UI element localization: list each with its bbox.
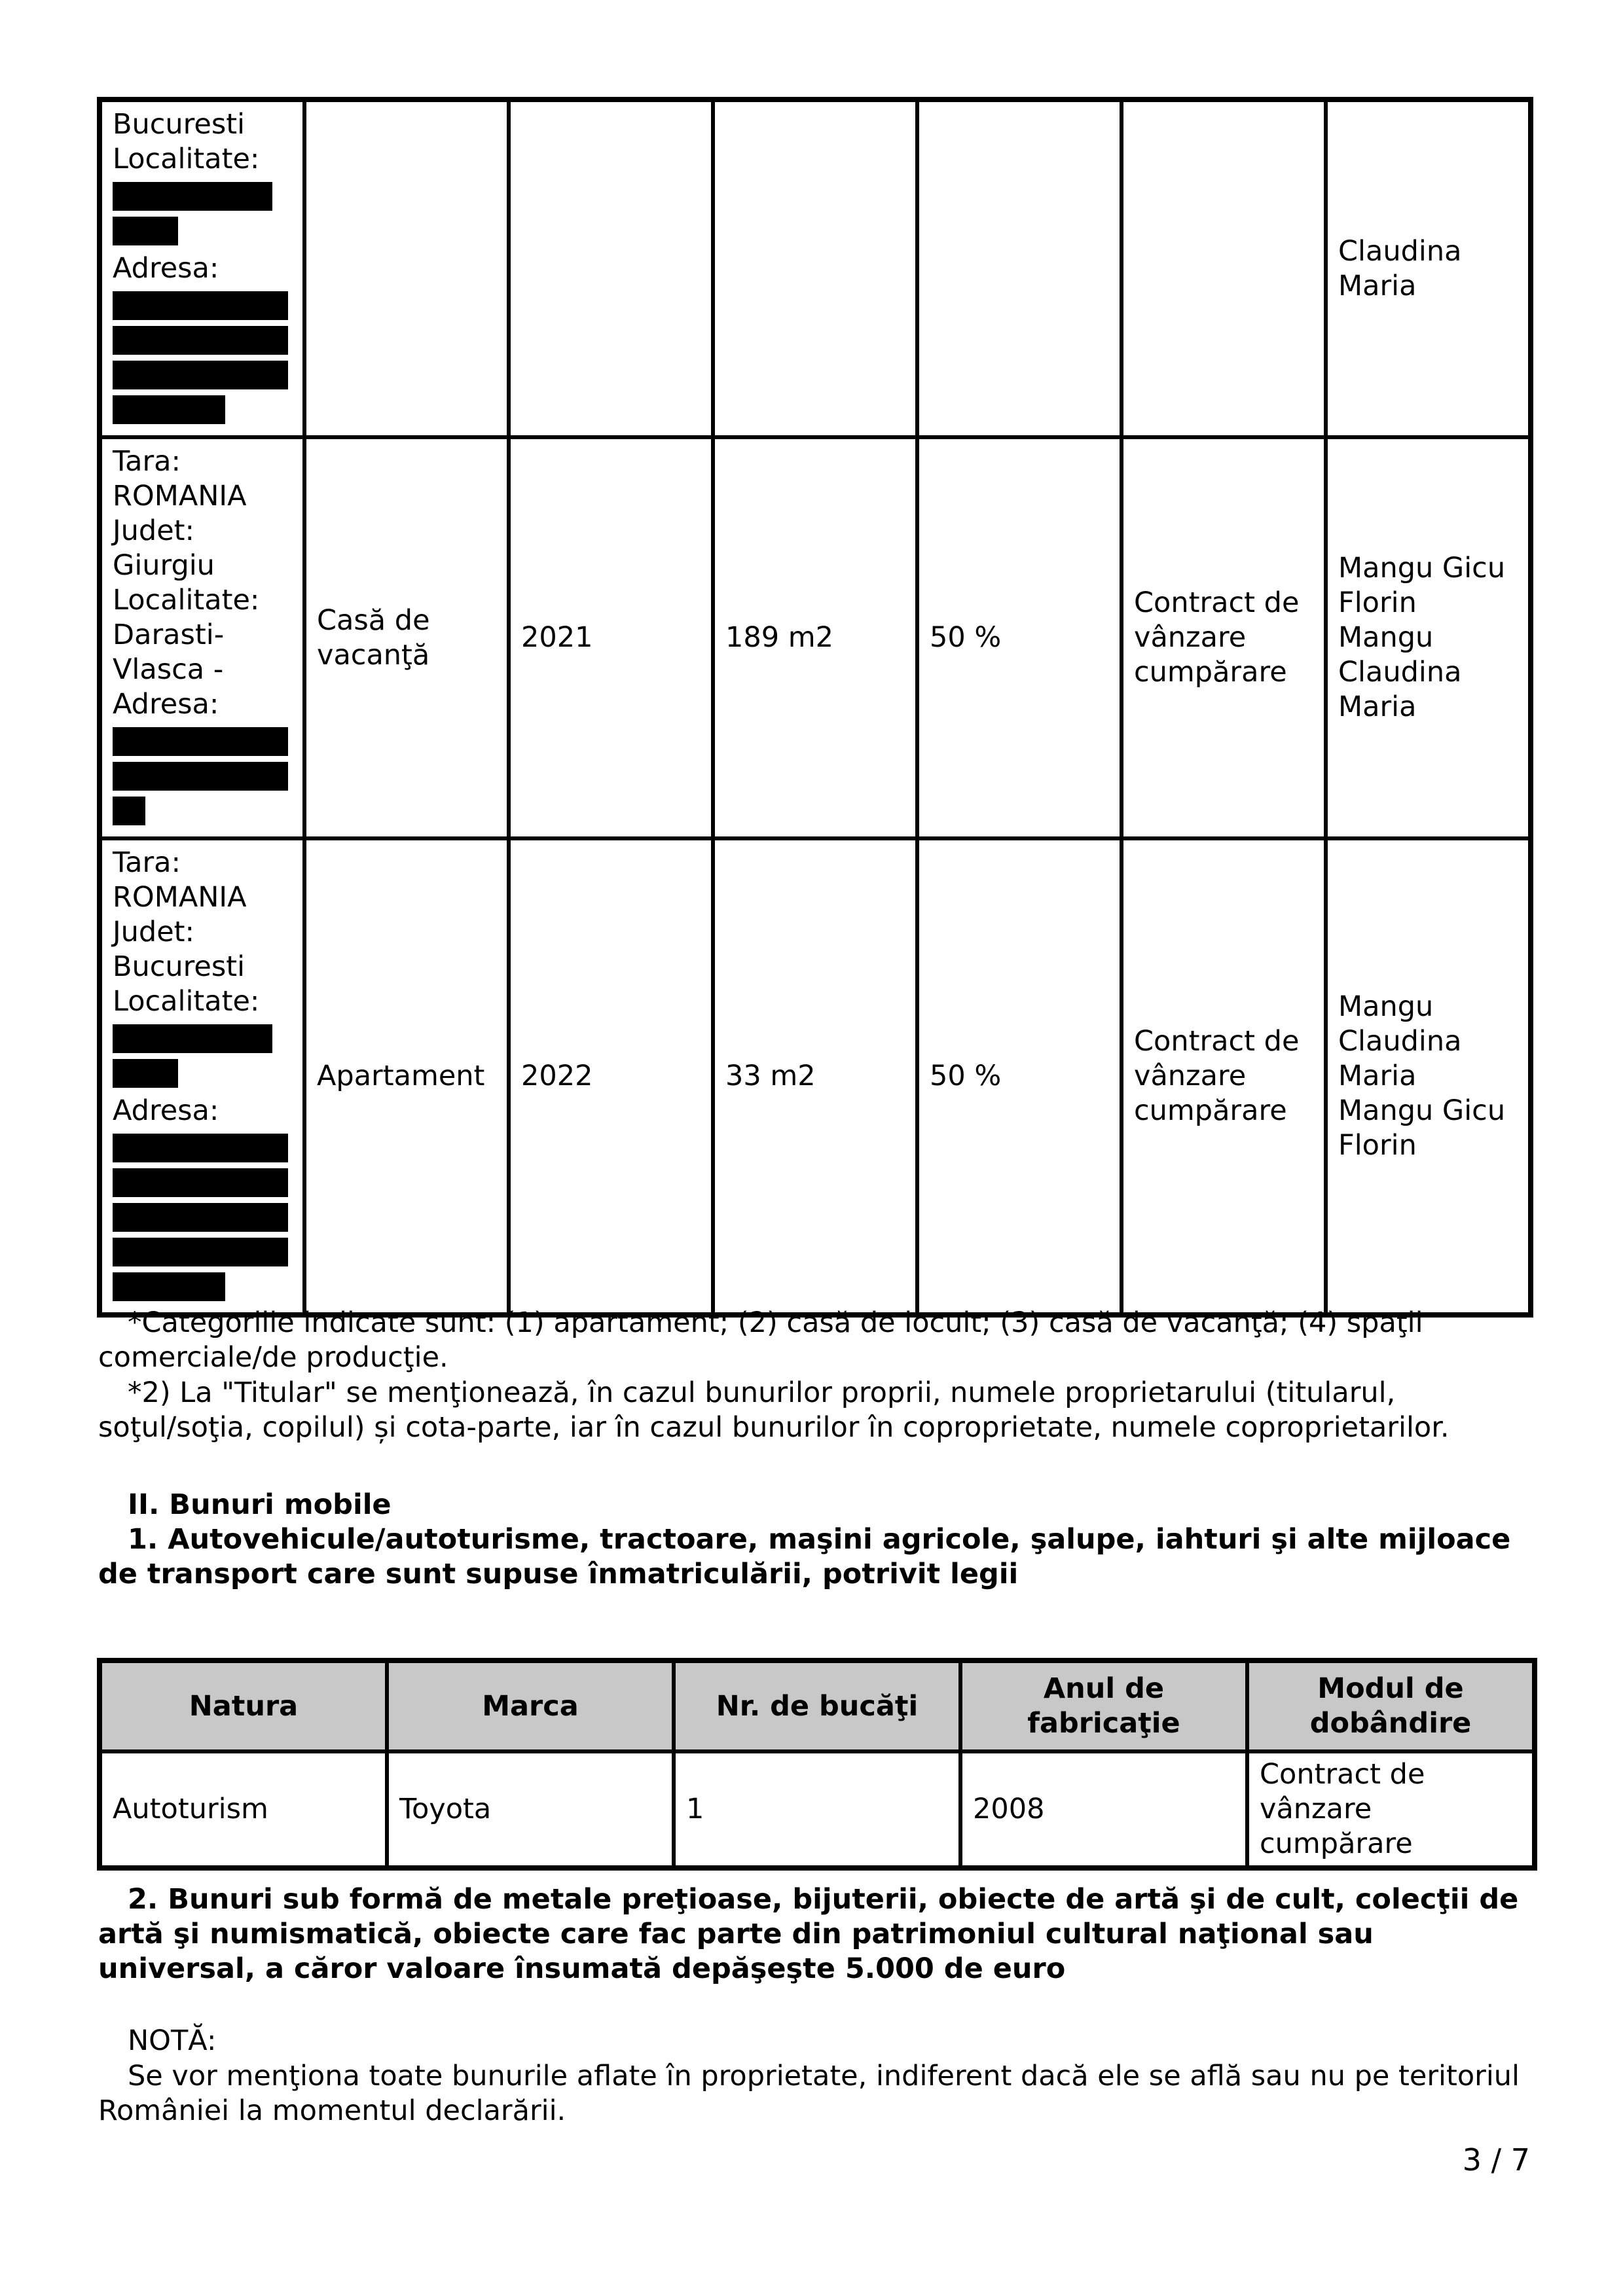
page-number: 3 / 7 [1462,2142,1530,2178]
redaction-bar [113,326,288,355]
column-header: Natura [100,1661,387,1751]
redaction-bar [113,1272,225,1301]
vehicle-table [97,1658,1537,1871]
redaction-bar [113,361,288,389]
column-header: Anul de fabricaţie [960,1661,1247,1751]
redaction-bar [113,1168,288,1197]
category-cell: Apartament [304,838,509,1314]
category-footnote: *Categoriile indicate sunt: (1) apartament; (2) casă de locuit; (3) casă de vacanţă; (4) spaţii comerciale/de producţie. [98,1306,1423,1374]
address-text: Tara: ROMANIA Judet: Giurgiu Localitate: Darasti- Vlasca - Adresa: [113,445,260,721]
table-row [100,100,1530,437]
share-cell: 50 % [917,437,1122,838]
section-heading: II. Bunuri mobile [128,1488,392,1521]
table-header-row [100,1661,1534,1751]
category-cell: Casă de vacanţă [304,437,509,838]
year-cell: 2021 [509,437,713,838]
redaction-bar [113,1024,272,1053]
table-cell: Toyota [387,1751,674,1867]
column-header: Marca [387,1661,674,1751]
address-cell [100,437,304,838]
holder-cell: Mangu Claudina Maria Mangu Gicu Florin [1326,838,1530,1314]
address-cell [100,100,304,437]
redaction-bar [113,1238,288,1266]
table-cell: 1 [674,1751,960,1867]
table-cell: Contract de vânzare cumpărare [1247,1751,1534,1867]
mode-cell: Contract de vânzare cumpărare [1122,838,1326,1314]
share-cell: 50 % [917,838,1122,1314]
redaction-bar [113,291,288,320]
share-cell [917,100,1122,437]
category-cell [304,100,509,437]
table-row [100,437,1530,838]
table-cell: 2008 [960,1751,1247,1867]
redaction-bar [113,1134,288,1162]
redaction-bar [113,1059,178,1088]
area-cell [713,100,917,437]
property-table [97,97,1533,1318]
year-cell: 2022 [509,838,713,1314]
column-header: Modul de dobândire [1247,1661,1534,1751]
mode-cell: Contract de vânzare cumpărare [1122,437,1326,838]
redaction-bar [113,395,225,424]
redaction-bar [113,727,288,756]
mode-cell [1122,100,1326,437]
subsection-heading: 1. Autovehicule/autoturisme, tractoare, maşini agricole, şalupe, iahturi şi alte mijloace de transport care sunt supuse înmatriculării, potrivit legii [98,1523,1511,1590]
address-text: Bucuresti Localitate: [113,108,260,175]
redaction-bar [113,797,145,825]
holder-cell: Mangu Gicu Florin Mangu Claudina Maria [1326,437,1530,838]
address-text: Tara: ROMANIA Judet: Bucuresti Localitate: [113,846,260,1018]
redaction-bar [113,182,272,211]
table-cell: Autoturism [100,1751,387,1867]
holder-cell: Claudina Maria [1326,100,1530,437]
address-label: Adresa: [113,252,219,285]
table-row [100,1751,1534,1867]
year-cell [509,100,713,437]
subsection-heading: 2. Bunuri sub formă de metale preţioase, bijuterii, obiecte de artă şi de cult, colecţii de artă şi numismatică, obiecte care fac parte din patrimoniul cultural naţional sau universal, a căror valoare însumată depăşeşte 5.000 de euro [98,1883,1519,1985]
nota-label: NOTĂ: [128,2024,217,2057]
redaction-bar [113,1203,288,1232]
table-row [100,838,1530,1314]
redaction-bar [113,217,178,245]
holder-footnote: *2) La "Titular" se menţionează, în cazul bunurilor proprii, numele proprietarului (titularul, soţul/soţia, copilul) și cota-parte, iar în cazul bunurilor în coproprietate, numele coproprietarilor. [98,1376,1450,1444]
nota-text: Se vor menţiona toate bunurile aflate în proprietate, indiferent dacă ele se află sau nu pe teritoriul României la momentul declarării. [98,2060,1520,2127]
address-label: Adresa: [113,1094,219,1127]
address-cell [100,838,304,1314]
column-header: Nr. de bucăţi [674,1661,960,1751]
area-cell: 189 m2 [713,437,917,838]
redaction-bar [113,762,288,791]
area-cell: 33 m2 [713,838,917,1314]
